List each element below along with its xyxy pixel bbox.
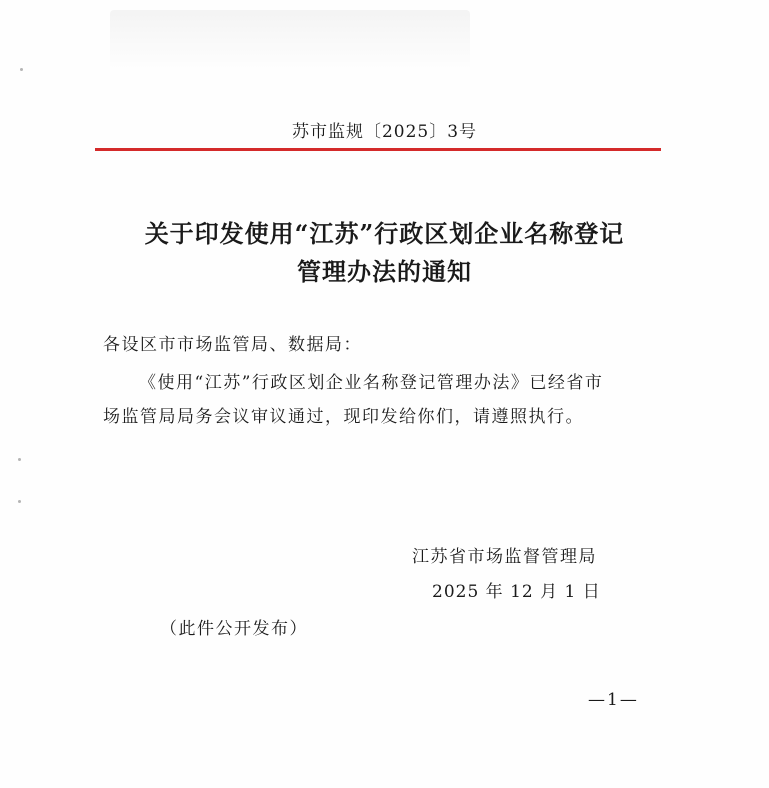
publication-note: （此件公开发布） [160, 619, 308, 639]
document-title-line-1: 关于印发使用“江苏”行政区划企业名称登记 [144, 219, 625, 248]
scan-speck [20, 68, 23, 71]
document-title-line-2: 管理办法的通知 [297, 257, 472, 286]
body-text-line-1: 《使用“江苏”行政区划企业名称登记管理办法》已经省市 [139, 373, 604, 393]
document-number: 苏市监规〔2025〕3号 [291, 122, 478, 142]
issue-date: 2025 年 12 月 1 日 [432, 582, 601, 602]
page-number: —1— [588, 690, 639, 710]
scan-speck [18, 458, 21, 461]
addressee: 各设区市市场监管局、数据局： [103, 335, 362, 355]
scan-speck [18, 500, 21, 503]
red-separator-line [95, 148, 661, 151]
issuing-authority: 江苏省市场监督管理局 [412, 547, 597, 567]
body-text-line-2: 场监管局局务会议审议通过，现印发给你们，请遵照执行。 [103, 407, 584, 427]
faded-letterhead [110, 10, 470, 70]
